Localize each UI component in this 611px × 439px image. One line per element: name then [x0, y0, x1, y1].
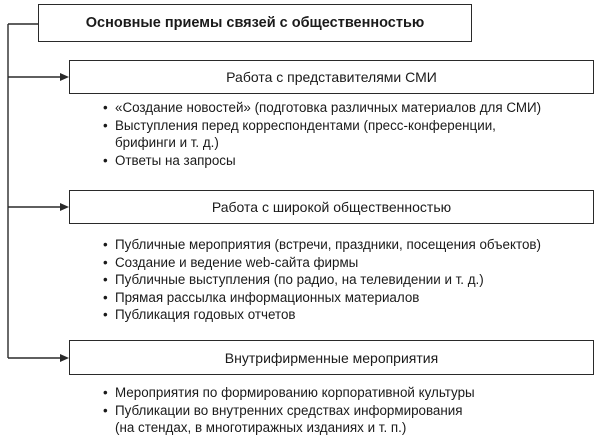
section-heading-media: Работа с представителями СМИ	[226, 69, 437, 85]
section-list-media	[103, 99, 541, 169]
list-item: • Выступления перед корреспондентами (пресс-конференции, брифинги и т. д.)	[103, 117, 541, 152]
list-item: • «Создание новостей» (подготовка различных материалов для СМИ)	[103, 99, 541, 117]
list-item: • Публикации во внутренних средствах информирования (на стендах, в многотиражных изданиях и т. п.)	[103, 402, 475, 437]
section-list-public	[103, 236, 541, 324]
diagram-title: Основные приемы связей с общественностью	[85, 14, 425, 31]
arrowhead-1	[60, 73, 69, 81]
list-item: • Публичные мероприятия (встречи, праздники, посещения объектов)	[103, 236, 541, 254]
list-item: • Ответы на запросы	[103, 152, 541, 170]
section-box-internal	[69, 340, 594, 375]
list-item: • Мероприятия по формированию корпоративной культуры	[103, 384, 475, 402]
section-list-internal	[103, 384, 475, 437]
section-heading-public: Работа с широкой общественностью	[211, 199, 452, 215]
list-item: • Публичные выступления (по радио, на телевидении и т. д.)	[103, 271, 541, 289]
list-item: • Публикация годовых отчетов	[103, 306, 541, 324]
arrowhead-3	[60, 354, 69, 362]
section-box-public	[69, 190, 594, 224]
section-box-media	[69, 60, 594, 94]
list-item: • Создание и ведение web-сайта фирмы	[103, 254, 541, 272]
arrowhead-2	[60, 203, 69, 211]
section-heading-internal: Внутрифирменные мероприятия	[224, 349, 439, 366]
list-item: • Прямая рассылка информационных материалов	[103, 289, 541, 307]
diagram-title-box	[38, 4, 472, 42]
